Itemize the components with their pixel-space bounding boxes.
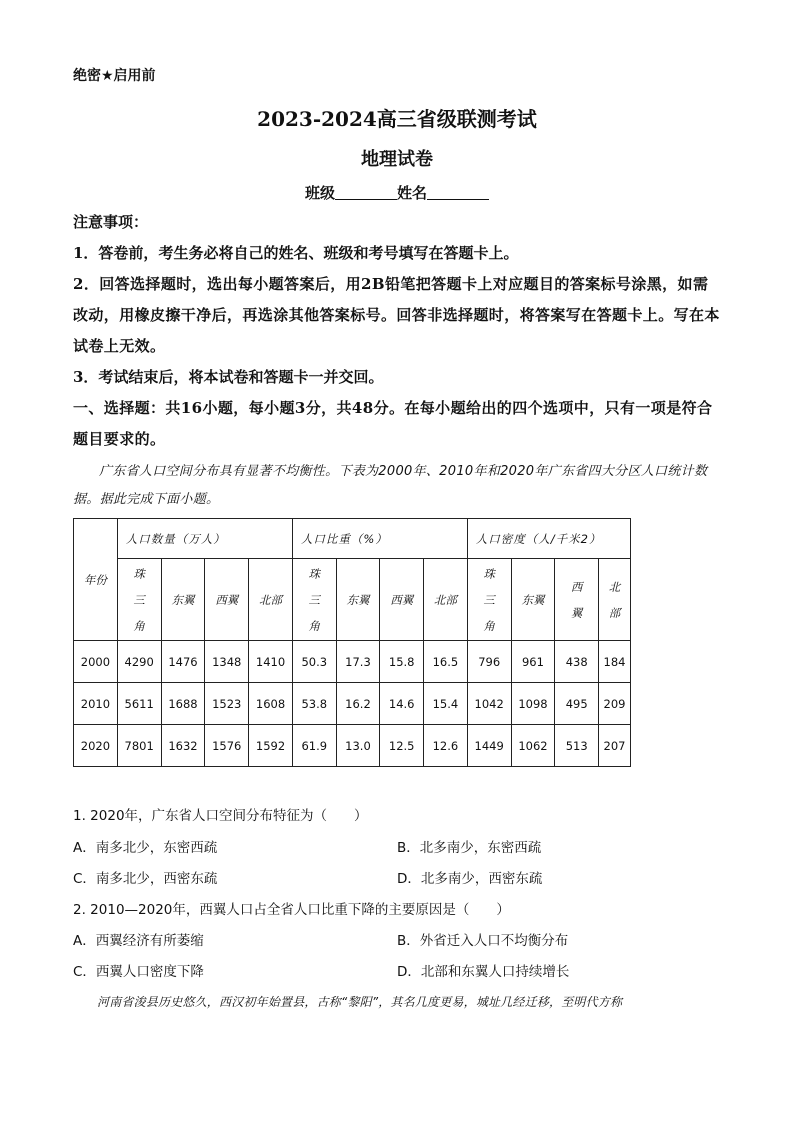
table-row — [74, 641, 631, 683]
note-item-3: 3．考试结束后，将本试卷和答题卡一并交回。 — [73, 368, 384, 386]
table-cell: 513 — [555, 725, 599, 767]
table-cell: 16.5 — [424, 641, 468, 683]
exam-subject: 地理试卷 — [361, 149, 433, 170]
table-cell: 1576 — [205, 725, 249, 767]
table-cell: 17.3 — [336, 641, 380, 683]
table-cell: 1632 — [161, 725, 205, 767]
table-cell: 1523 — [205, 683, 249, 725]
question-2-stem: 2. 2010—2020年，西翼人口占全省人口比重下降的主要原因是（ ） — [73, 902, 510, 918]
question-1-option-d: D．北多南少，西密东疏 — [397, 871, 543, 887]
region-header: 西翼 — [380, 559, 424, 641]
region-header: 西翼 — [555, 559, 599, 641]
class-name-line — [0, 182, 794, 203]
group-population-header: 人口数量（万人） — [117, 519, 292, 559]
table-cell: 1592 — [249, 725, 293, 767]
table-cell: 438 — [555, 641, 599, 683]
table-cell: 184 — [599, 641, 631, 683]
question-1-stem: 1. 2020年，广东省人口空间分布特征为（ ） — [73, 808, 368, 824]
table-cell: 13.0 — [336, 725, 380, 767]
table-cell: 1410 — [249, 641, 293, 683]
table-cell: 1098 — [511, 683, 555, 725]
table-cell: 5611 — [117, 683, 161, 725]
material-1-intro: 广东省人口空间分布具有显著不均衡性。下表为2000年、2010年和2020年广东省四大分区人口统计数据。据此完成下面小题。 — [73, 464, 708, 507]
year-cell: 2010 — [74, 683, 118, 725]
material-2-intro: 河南省浚县历史悠久，西汉初年始置县，古称“黎阳”，其名几度更易，城址几经迁移，至明代方称 — [97, 995, 623, 1009]
question-1-option-b: B．北多南少，东密西疏 — [397, 840, 542, 856]
region-header: 东翼 — [511, 559, 555, 641]
table-cell: 1476 — [161, 641, 205, 683]
region-header: 珠三角 — [292, 559, 336, 641]
table-cell: 53.8 — [292, 683, 336, 725]
table-cell: 796 — [467, 641, 511, 683]
group-density-header: 人口密度（人/千米2） — [467, 519, 630, 559]
name-blank — [427, 185, 489, 200]
question-2-option-d: D．北部和东翼人口持续增长 — [397, 964, 570, 980]
region-header: 北部 — [424, 559, 468, 641]
table-cell: 1042 — [467, 683, 511, 725]
year-header: 年份 — [74, 519, 118, 641]
year-cell: 2000 — [74, 641, 118, 683]
question-2-option-b: B．外省迁入人口不均衡分布 — [397, 933, 569, 949]
table-cell: 50.3 — [292, 641, 336, 683]
region-header: 东翼 — [336, 559, 380, 641]
region-header: 珠三角 — [117, 559, 161, 641]
group-share-header: 人口比重（%） — [292, 519, 467, 559]
class-label: 班级 — [304, 184, 335, 202]
table-row — [74, 683, 631, 725]
question-1-option-a: A．南多北少，东密西疏 — [73, 840, 218, 856]
region-header: 珠三角 — [467, 559, 511, 641]
section-1-heading: 一、选择题：共16小题，每小题3分，共48分。在每小题给出的四个选项中，只有一项是符合题目要求的。 — [73, 399, 713, 448]
class-blank — [335, 185, 397, 200]
table-row — [74, 725, 631, 767]
confidential-mark: 绝密★启用前 — [73, 68, 156, 84]
table-cell: 1688 — [161, 683, 205, 725]
table-cell: 61.9 — [292, 725, 336, 767]
table-cell: 961 — [511, 641, 555, 683]
table-cell: 12.6 — [424, 725, 468, 767]
population-table — [73, 518, 631, 767]
table-cell: 207 — [599, 725, 631, 767]
table-cell: 209 — [599, 683, 631, 725]
table-cell: 4290 — [117, 641, 161, 683]
year-cell: 2020 — [74, 725, 118, 767]
table-cell: 7801 — [117, 725, 161, 767]
exam-title: 2023-2024高三省级联测考试 — [257, 107, 537, 131]
notes-heading: 注意事项： — [73, 213, 149, 231]
question-2-option-a: A．西翼经济有所萎缩 — [73, 933, 204, 949]
table-cell: 1449 — [467, 725, 511, 767]
region-header: 北部 — [599, 559, 631, 641]
table-cell: 15.8 — [380, 641, 424, 683]
table-cell: 15.4 — [424, 683, 468, 725]
name-label: 姓名 — [397, 184, 428, 202]
region-header: 西翼 — [205, 559, 249, 641]
note-item-2: 2．回答选择题时，选出每小题答案后，用2B铅笔把答题卡上对应题目的答案标号涂黑，如需改动，用橡皮擦干净后，再选涂其他答案标号。回答非选择题时，将答案写在答题卡上。写在本试卷上无效。 — [73, 275, 720, 355]
table-cell: 16.2 — [336, 683, 380, 725]
table-cell: 1348 — [205, 641, 249, 683]
note-item-1: 1．答卷前，考生务必将自己的姓名、班级和考号填写在答题卡上。 — [73, 244, 519, 262]
region-header: 北部 — [249, 559, 293, 641]
table-cell: 1608 — [249, 683, 293, 725]
table-cell: 12.5 — [380, 725, 424, 767]
question-1-option-c: C．南多北少，西密东疏 — [73, 871, 218, 887]
table-cell: 495 — [555, 683, 599, 725]
question-2-option-c: C．西翼人口密度下降 — [73, 964, 204, 980]
table-cell: 1062 — [511, 725, 555, 767]
region-header: 东翼 — [161, 559, 205, 641]
table-cell: 14.6 — [380, 683, 424, 725]
